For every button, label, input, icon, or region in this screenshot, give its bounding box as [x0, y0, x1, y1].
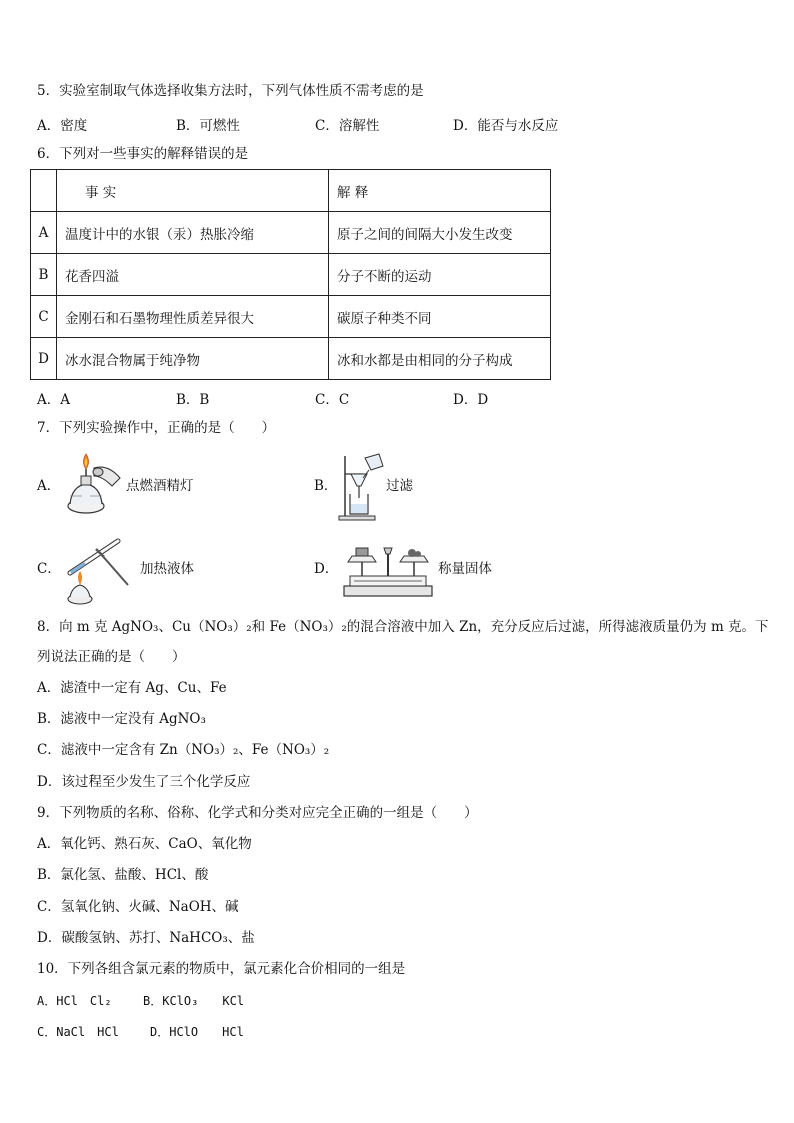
q6-option-c[interactable]: C．C	[315, 392, 350, 408]
q10-option-a[interactable]: A．HCl Cl₂	[37, 994, 112, 1008]
table-row	[31, 296, 551, 338]
row-fact: 温度计中的水银（汞）热胀冷缩	[57, 212, 329, 254]
q10-option-c[interactable]: C．NaCl HCl	[37, 1025, 119, 1039]
q10-option-d[interactable]: D．HClO HCl	[150, 1025, 244, 1039]
q7-option-c-letter[interactable]: C．	[37, 561, 61, 577]
q9-stem: 9．下列物质的名称、俗称、化学式和分类对应完全正确的一组是（ ）	[37, 805, 478, 821]
q7-option-b-letter[interactable]: B．	[314, 478, 338, 494]
q6-table	[30, 169, 551, 380]
test-tube-heating-icon	[62, 535, 138, 607]
q6-option-d[interactable]: D．D	[453, 392, 489, 408]
q8-option-d[interactable]: D．该过程至少发生了三个化学反应	[37, 774, 251, 790]
q8-option-a[interactable]: A．滤渣中一定有 Ag、Cu、Fe	[37, 680, 227, 696]
q5-stem: 5．实验室制取气体选择收集方法时，下列气体性质不需考虑的是	[37, 83, 424, 99]
row-explain: 冰和水都是由相同的分子构成	[329, 338, 551, 380]
q7-option-b-caption: 过滤	[386, 478, 413, 494]
header-fact: 事 实	[57, 170, 329, 212]
row-fact: 花香四溢	[57, 254, 329, 296]
q8-stem-line2: 列说法正确的是（ ）	[37, 649, 186, 665]
row-letter: D	[31, 338, 57, 380]
alcohol-lamp-lighting-icon	[62, 452, 126, 516]
row-letter: B	[31, 254, 57, 296]
q8-option-b[interactable]: B．滤液中一定没有 AgNO₃	[37, 711, 206, 727]
q9-option-d[interactable]: D．碳酸氢钠、苏打、NaHCO₃、盐	[37, 930, 255, 946]
q6-option-a[interactable]: A．A	[37, 392, 70, 408]
balance-scale-icon	[342, 540, 434, 600]
q7-option-d-letter[interactable]: D．	[314, 561, 339, 577]
filtration-apparatus-icon	[335, 452, 387, 522]
row-explain: 碳原子种类不同	[329, 296, 551, 338]
q8-stem-line1: 8．向 m 克 AgNO₃、Cu（NO₃）₂和 Fe（NO₃）₂的混合溶液中加入 Zn，充分反应后过滤，所得滤液质量仍为 m 克。下	[37, 619, 769, 635]
q5-option-b[interactable]: B．可燃性	[176, 118, 240, 134]
row-letter: A	[31, 212, 57, 254]
row-explain: 分子不断的运动	[329, 254, 551, 296]
q9-option-b[interactable]: B．氯化氢、盐酸、HCl、酸	[37, 867, 209, 883]
q7-option-a-letter[interactable]: A．	[37, 478, 61, 494]
q10-stem: 10．下列各组含氯元素的物质中，氯元素化合价相同的一组是	[37, 961, 406, 977]
q9-option-c[interactable]: C．氢氧化钠、火碱、NaOH、碱	[37, 899, 239, 915]
table-header-row	[31, 170, 551, 212]
q10-option-b[interactable]: B．KClO₃ KCl	[143, 994, 245, 1008]
q6-option-b[interactable]: B．B	[176, 392, 210, 408]
q5-option-d[interactable]: D．能否与水反应	[453, 118, 559, 134]
row-fact: 冰水混合物属于纯净物	[57, 338, 329, 380]
q5-option-c[interactable]: C．溶解性	[315, 118, 380, 134]
row-explain: 原子之间的间隔大小发生改变	[329, 212, 551, 254]
q7-option-c-caption: 加热液体	[140, 561, 194, 577]
q6-stem: 6．下列对一些事实的解释错误的是	[37, 146, 249, 162]
q5-option-a[interactable]: A．密度	[37, 118, 88, 134]
q9-option-a[interactable]: A．氧化钙、熟石灰、CaO、氧化物	[37, 836, 252, 852]
q8-option-c[interactable]: C．滤液中一定含有 Zn（NO₃）₂、Fe（NO₃）₂	[37, 742, 330, 758]
q7-stem: 7．下列实验操作中，正确的是（ ）	[37, 420, 276, 436]
table-row	[31, 254, 551, 296]
row-fact: 金刚石和石墨物理性质差异很大	[57, 296, 329, 338]
q7-option-a-caption: 点燃酒精灯	[126, 478, 194, 494]
table-row	[31, 338, 551, 380]
header-explain: 解 释	[329, 170, 551, 212]
table-row	[31, 212, 551, 254]
row-letter: C	[31, 296, 57, 338]
q7-option-d-caption: 称量固体	[438, 561, 492, 577]
